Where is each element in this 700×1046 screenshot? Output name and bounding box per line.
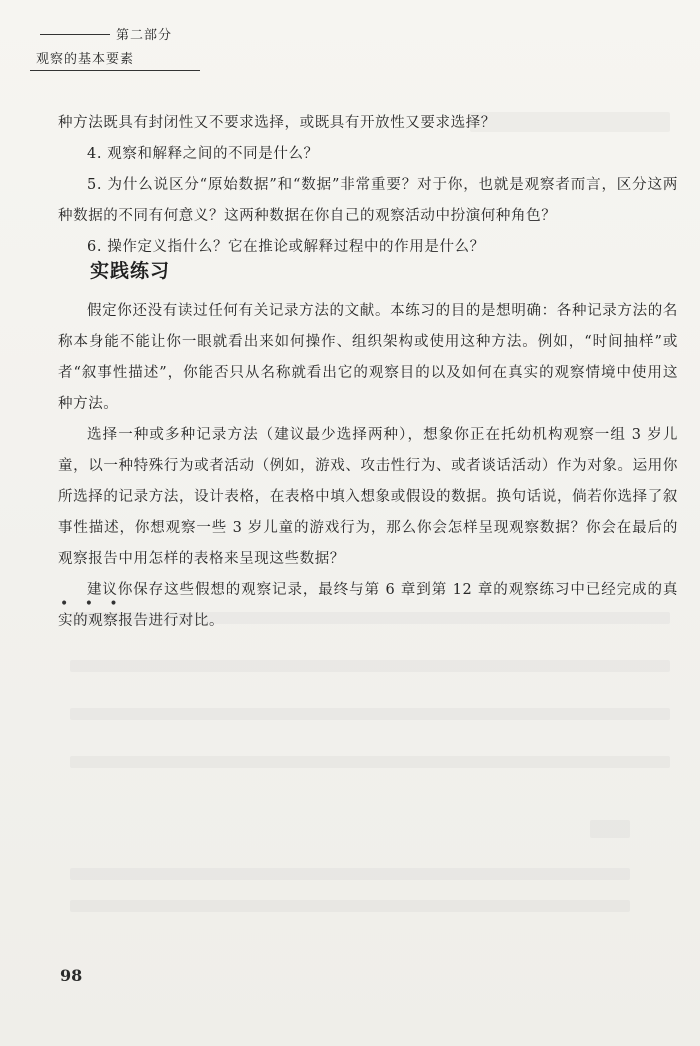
practice-paragraph-3: 建议你保存这些假想的观察记录，最终与第 6 章到第 12 章的观察练习中已经完成的真实的观察报告进行对比。 — [58, 582, 678, 629]
emphasis-dots: • • • — [60, 596, 124, 612]
question-list — [58, 108, 678, 263]
bleed-through — [70, 660, 670, 672]
header-part-label: 第二部分 — [116, 28, 173, 43]
bleed-through — [70, 756, 670, 768]
question-4: 4. 观察和解释之间的不同是什么？ — [87, 146, 319, 162]
header-chapter-title: 观察的基本要素 — [36, 52, 135, 67]
header-rule — [30, 70, 200, 71]
practice-body — [58, 296, 678, 637]
bleed-through — [70, 708, 670, 720]
question-continuation: 种方法既具有封闭性又不要求选择，或既具有开放性又要求选择？ — [58, 115, 496, 131]
header-rule-short — [40, 34, 110, 35]
section-title: 实践练习 — [90, 260, 171, 282]
question-6: 6. 操作定义指什么？它在推论或解释过程中的作用是什么？ — [87, 239, 485, 255]
practice-paragraph-1: 假定你还没有读过任何有关记录方法的文献。本练习的目的是想明确：各种记录方法的名称本身能不能让你一眼就看出来如何操作、组织架构或使用这种方法。例如，“时间抽样”或者“叙事性描述”，你能否只从名称就看出它的观察目的以及如何在真实的观察情境中使用这种方法。 — [58, 303, 678, 412]
question-5: 5. 为什么说区分“原始数据”和“数据”非常重要？对于你，也就是观察者而言，区分这两种数据的不同有何意义？这两种数据在你自己的观察活动中扮演何种角色？ — [58, 177, 678, 224]
practice-paragraph-2: 选择一种或多种记录方法（建议最少选择两种），想象你正在托幼机构观察一组 3 岁儿童，以一种特殊行为或者活动（例如，游戏、攻击性行为、或者谈话活动）作为对象。运用你所选择的记录方法，设计表格，在表格中填入想象或假设的数据。换句话说，倘若你选择了叙事性描述，你想观察一些 3 岁儿童的游戏行为，那么你会怎样呈现观察数据？你会在最后的观察报告中用怎样的表格来呈现这些数据？ — [58, 427, 678, 567]
bleed-through — [70, 900, 630, 912]
bleed-through — [70, 868, 630, 880]
bleed-through — [590, 820, 630, 838]
page-number: 98 — [60, 966, 83, 985]
